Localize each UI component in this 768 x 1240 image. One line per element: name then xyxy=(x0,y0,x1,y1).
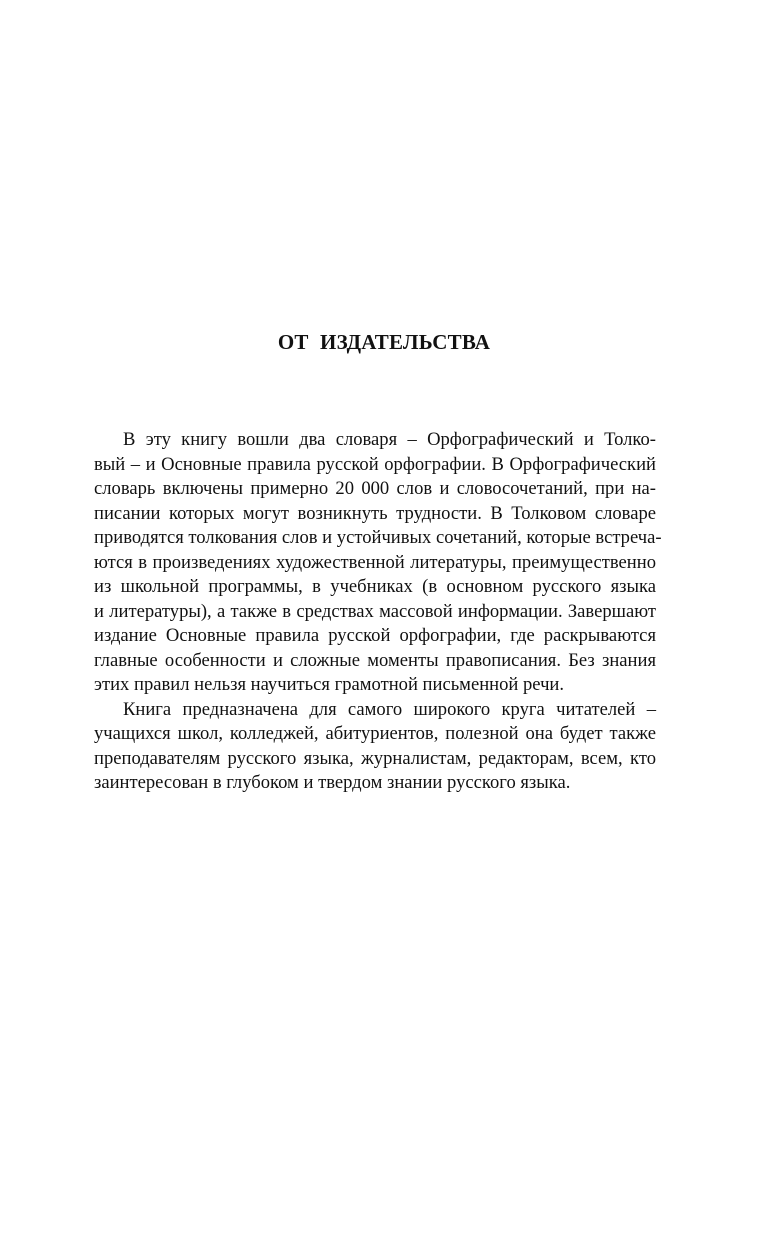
text-line: писании которых могут возникнуть трудности. В Толковом словаре xyxy=(94,502,656,524)
paragraph-2 xyxy=(94,698,656,796)
text-line: учащихся школ, колледжей, абитуриентов, полезной она будет также xyxy=(94,723,656,744)
text-line: приводятся толкования слов и устойчивых сочетаний, которые встреча- xyxy=(94,527,662,548)
text-line: главные особенности и сложные моменты правописания. Без знания xyxy=(94,649,656,671)
paragraph-1 xyxy=(94,428,662,698)
text-line: ются в произведениях художественной литературы, преимущественно xyxy=(94,551,656,573)
text-line: заинтересован в глубоком и твердом знании русского языка. xyxy=(94,772,571,793)
text-line: издание Основные правила русской орфографии, где раскрываются xyxy=(94,625,656,646)
page-title: ОТ ИЗДАТЕЛЬСТВА xyxy=(277,330,491,354)
text-line: преподавателям русского языка, журналистам, редакторам, всем, кто xyxy=(94,747,656,769)
text-line: вый – и Основные правила русской орфографии. В Орфографический xyxy=(94,453,656,475)
body-text xyxy=(94,428,662,796)
text-line: В эту книгу вошли два словаря – Орфографический и Толко- xyxy=(123,429,656,450)
text-line: и литературы), а также в средствах массовой информации. Завершают xyxy=(94,600,656,622)
text-line: Книга предназначена для самого широкого круга читателей – xyxy=(123,698,656,720)
text-line: этих правил нельзя научиться грамотной письменной речи. xyxy=(94,674,565,695)
text-line: словарь включены примерно 20 000 слов и словосочетаний, при на- xyxy=(94,478,656,499)
text-line: из школьной программы, в учебниках (в основном русского языка xyxy=(94,576,656,597)
